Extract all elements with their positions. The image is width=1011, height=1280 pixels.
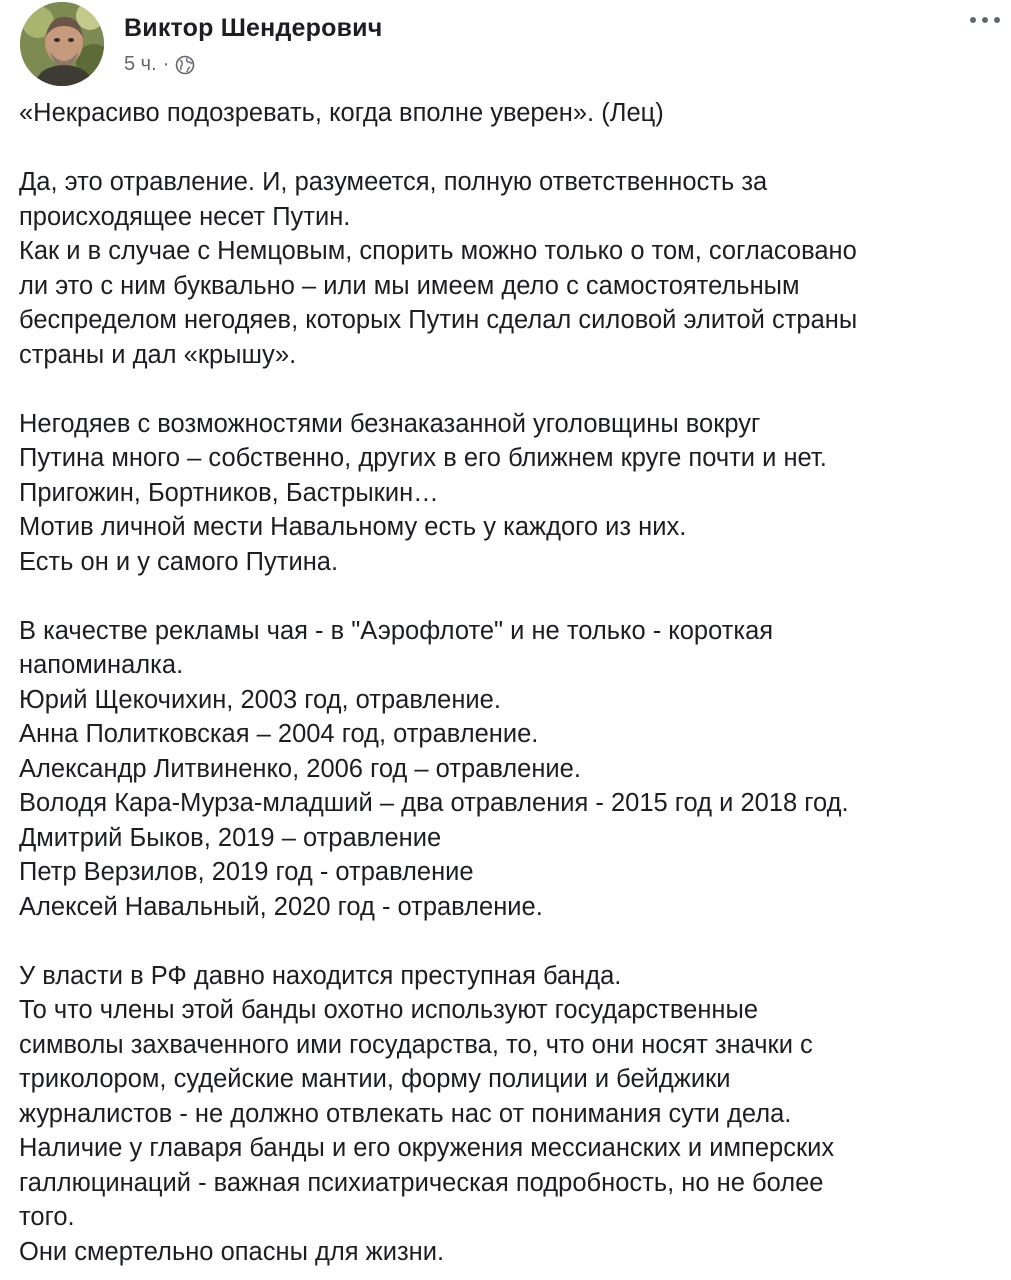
paragraph-gap [19,372,1004,407]
globe-icon[interactable] [175,55,195,75]
post-text-line: страны и дал «крышу». [19,340,297,369]
more-dot [970,17,976,23]
post-text-line: В качестве рекламы чая - в "Аэрофлоте" и не только - короткая [19,616,774,645]
post-time[interactable]: 5 ч. [124,53,157,75]
post-text-line: Пригожин, Бортников, Бастрыкин… [19,478,439,507]
post-meta [124,53,195,76]
post-text-line: ли это с ним буквально – или мы имеем дело с самостоятельным [19,271,800,300]
more-dot [982,17,988,23]
post-text-line: Наличие у главаря банды и его окружения мессианских и имперских [19,1134,835,1162]
post-text-line: Они смертельно опасны для жизни. [19,1237,445,1266]
post-text-line: Юрий Щекочихин, 2003 год, отравление. [19,685,501,714]
post-text-line: символы захваченного ими государства, то, что они носят значки с [19,1030,813,1059]
meta-separator: · [162,53,170,75]
post-text-line: беспределом негодяев, которых Путин сделал силовой элитой страны [19,306,858,334]
post-header [20,2,1000,88]
post-text-line: Володя Кара-Мурза-младший – два отравления - 2015 год и 2018 год. [19,789,849,817]
post-text-line: того. [19,1203,75,1231]
post-text-line: происходящее несет Путин. [19,202,351,231]
post-text-line: Петр Верзилов, 2019 год - отравление [19,858,474,886]
post-text-line: То что члены этой банды охотно используют государственные [19,996,759,1024]
post-text-line: галлюцинаций - важная психиатрическая подробность, но не более [19,1168,824,1197]
post-text-line: Дмитрий Быков, 2019 – отравление [19,823,442,852]
post-text-line: триколором, судейские мантии, форму полиции и бейджики [19,1065,731,1093]
paragraph-gap [19,924,1004,959]
post-text-line: Негодяев с возможностями безнаказанной уголовщины вокруг [19,409,761,438]
post-text-line: Как и в случае с Немцовым, спорить можно только о том, согласовано [19,237,857,265]
paragraph-gap [19,579,1004,614]
post-text-line: Анна Политковская – 2004 год, отравление. [19,720,539,748]
author-name[interactable]: Виктор Шендерович [124,14,383,42]
post-text-line: Да, это отравление. И, разумеется, полную ответственность за [19,168,768,196]
more-dot [994,17,1000,23]
post-text [19,96,1004,1269]
post-text-line: Путина много – собственно, других в его ближнем круге почти и нет. [19,444,827,472]
post-text-line: Мотив личной мести Навальному есть у каждого из них. [19,513,687,541]
post-text-line: Александр Литвиненко, 2006 год – отравление. [19,754,581,783]
avatar[interactable] [20,2,104,86]
more-horizontal-icon[interactable] [970,10,1000,30]
post-text-line: «Некрасиво подозревать, когда вполне уверен». (Лец) [19,99,664,127]
paragraph-gap [19,131,1004,166]
post-text-line: журналистов - не должно отвлекать нас от понимания сути дела. [19,1099,792,1128]
post-text-line: напоминалка. [19,651,184,679]
post-text-line: Есть он и у самого Путина. [19,547,339,576]
post-text-line: Алексей Навальный, 2020 год - отравление. [19,892,543,921]
post-text-line: У власти в РФ давно находится преступная банда. [19,961,622,990]
